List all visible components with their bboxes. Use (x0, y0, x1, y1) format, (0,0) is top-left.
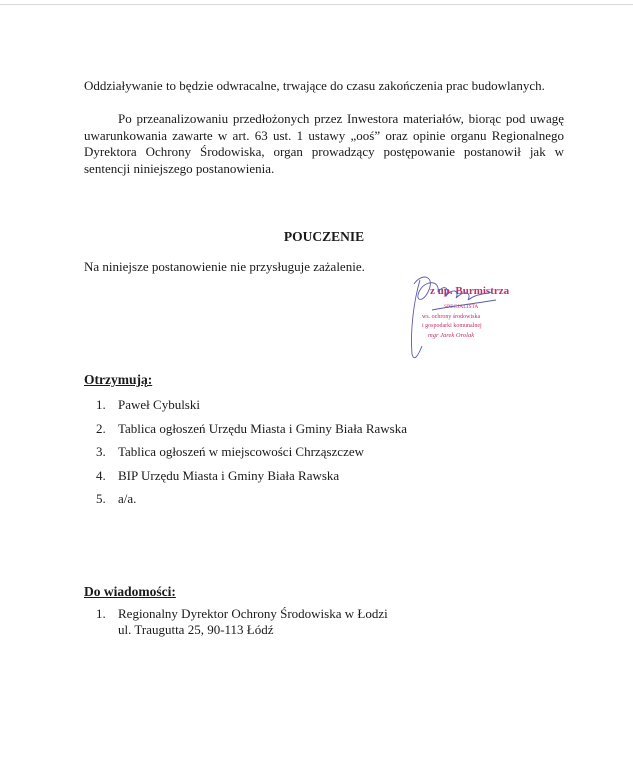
paragraph-analysis: Po przeanalizowaniu przedłożonych przez Inwestora materiałów, biorąc pod uwagę uwarunkowania zawarte w art. 63 ust. 1 ustawy „ooś” oraz opinie organu Regionalnego Dyrektora Ochrony Środowiska, organ prowadzący postępowanie postanowił jak w sentencji niniejszego postanowienia. (84, 111, 564, 176)
pouczenie-text: Na niniejsze postanowienie nie przysługuje zażalenie. (84, 259, 365, 274)
list-item: 3. Tablica ogłoszeń w miejscowości Chrząszczew (96, 444, 364, 459)
addressee-name: Regionalny Dyrektor Ochrony Środowiska w Łodzi (118, 606, 388, 621)
list-item: 2. Tablica ogłoszeń Urzędu Miasta i Gminy Biała Rawska (96, 420, 407, 436)
svg-text:z up. Burmistrza: z up. Burmistrza (430, 285, 510, 297)
paragraph-impact: Oddziaływanie to będzie odwracalne, trwające do czasu zakończenia prac budowlanych. (84, 78, 545, 93)
addressee-address: ul. Traugutta 25, 90-113 Łódź (118, 622, 274, 637)
list-item: 1. Paweł Cybulski (96, 397, 200, 412)
for-information-heading: Do wiadomości: (84, 584, 176, 599)
svg-text:ws. ochrony środowiska: ws. ochrony środowiska (422, 314, 481, 320)
pouczenie-heading: POUCZENIE (283, 229, 365, 244)
svg-text:mgr Jarek Orolak: mgr Jarek Orolak (428, 332, 475, 339)
recipients-list (96, 397, 407, 515)
list-item: 5. a/a. (96, 491, 137, 506)
list-item: 1. Regionalny Dyrektor Ochrony Środowiska w Łodzi ul. Traugutta 25, 90-113 Łódź (96, 606, 388, 637)
for-information-list (96, 606, 388, 638)
scan-edge-line (0, 4, 633, 5)
recipients-heading: Otrzymują: (84, 372, 153, 387)
official-stamp-signature (392, 270, 522, 370)
svg-text:i gospodarki komunalnej: i gospodarki komunalnej (422, 323, 482, 329)
svg-text:SPECJALISTA: SPECJALISTA (444, 304, 479, 310)
list-item: 4. BIP Urzędu Miasta i Gminy Biała Rawska (96, 467, 340, 483)
